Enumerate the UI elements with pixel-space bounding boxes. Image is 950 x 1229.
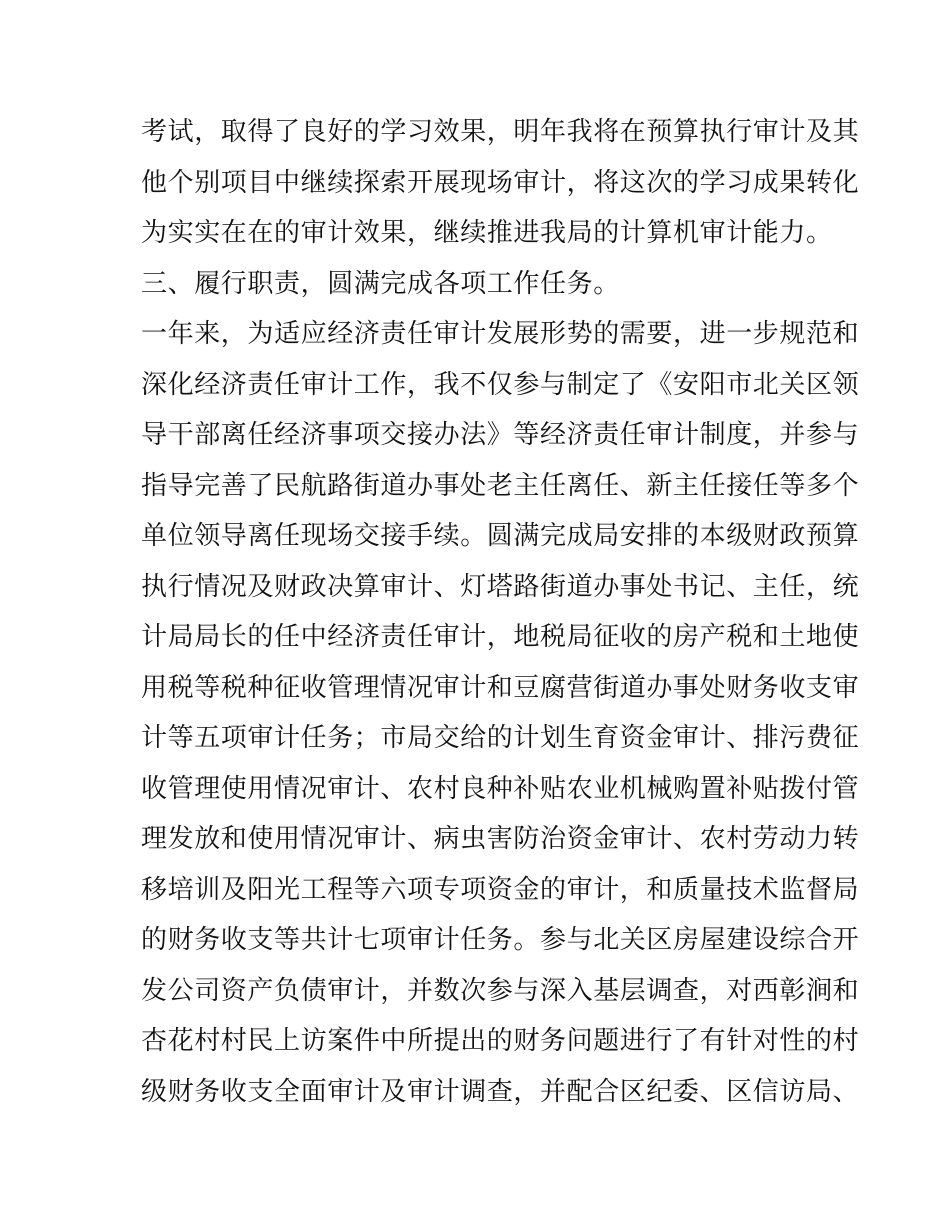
- body-text: [141, 107, 860, 1117]
- text-line-9: 单位领导离任现场交接手续。圆满完成局安排的本级财政预算: [141, 521, 860, 551]
- text-line-13: 计等五项审计任务；市局交给的计划生育资金审计、排污费征: [141, 723, 860, 753]
- text-line-2: 他个别项目中继续探索开展现场审计，将这次的学习成果转化: [141, 167, 860, 198]
- text-line-5: 一年来，为适应经济责任审计发展形势的需要，进一步规范和: [141, 319, 860, 349]
- text-line-1: 考试，取得了良好的学习效果，明年我将在预算执行审计及其: [141, 117, 860, 147]
- text-line-19: 杏花村村民上访案件中所提出的财务问题进行了有针对性的村: [141, 1026, 860, 1056]
- text-line-6: 深化经济责任审计工作，我不仅参与制定了《安阳市北关区领: [141, 369, 860, 400]
- text-line-3: 为实实在在的审计效果，继续推进我局的计算机审计能力。: [141, 218, 833, 248]
- text-line-14: 收管理使用情况审计、农村良种补贴农业机械购置补贴拨付管: [141, 773, 860, 804]
- text-line-17: 的财务收支等共计七项审计任务。参与北关区房屋建设综合开: [141, 925, 860, 955]
- section-heading: 三、履行职责，圆满完成各项工作任务。: [141, 268, 620, 299]
- text-line-16: 移培训及阳光工程等六项专项资金的审计，和质量技术监督局: [141, 874, 860, 905]
- text-line-11: 计局局长的任中经济责任审计，地税局征收的房产税和土地使: [141, 622, 860, 652]
- text-line-12: 用税等税种征收管理情况审计和豆腐营街道办事处财务收支审: [141, 672, 860, 703]
- text-line-18: 发公司资产负债审计，并数次参与深入基层调查，对西彰涧和: [141, 975, 860, 1006]
- text-line-7: 导干部离任经济事项交接办法》等经济责任审计制度，并参与: [141, 420, 860, 450]
- text-line-20: 级财务收支全面审计及审计调查，并配合区纪委、区信访局、: [141, 1076, 860, 1107]
- text-line-15: 理发放和使用情况审计、病虫害防治资金审计、农村劳动力转: [141, 824, 860, 854]
- text-line-8: 指导完善了民航路街道办事处老主任离任、新主任接任等多个: [141, 470, 860, 501]
- text-line-10: 执行情况及财政决算审计、灯塔路街道办事处书记、主任，统: [141, 571, 860, 602]
